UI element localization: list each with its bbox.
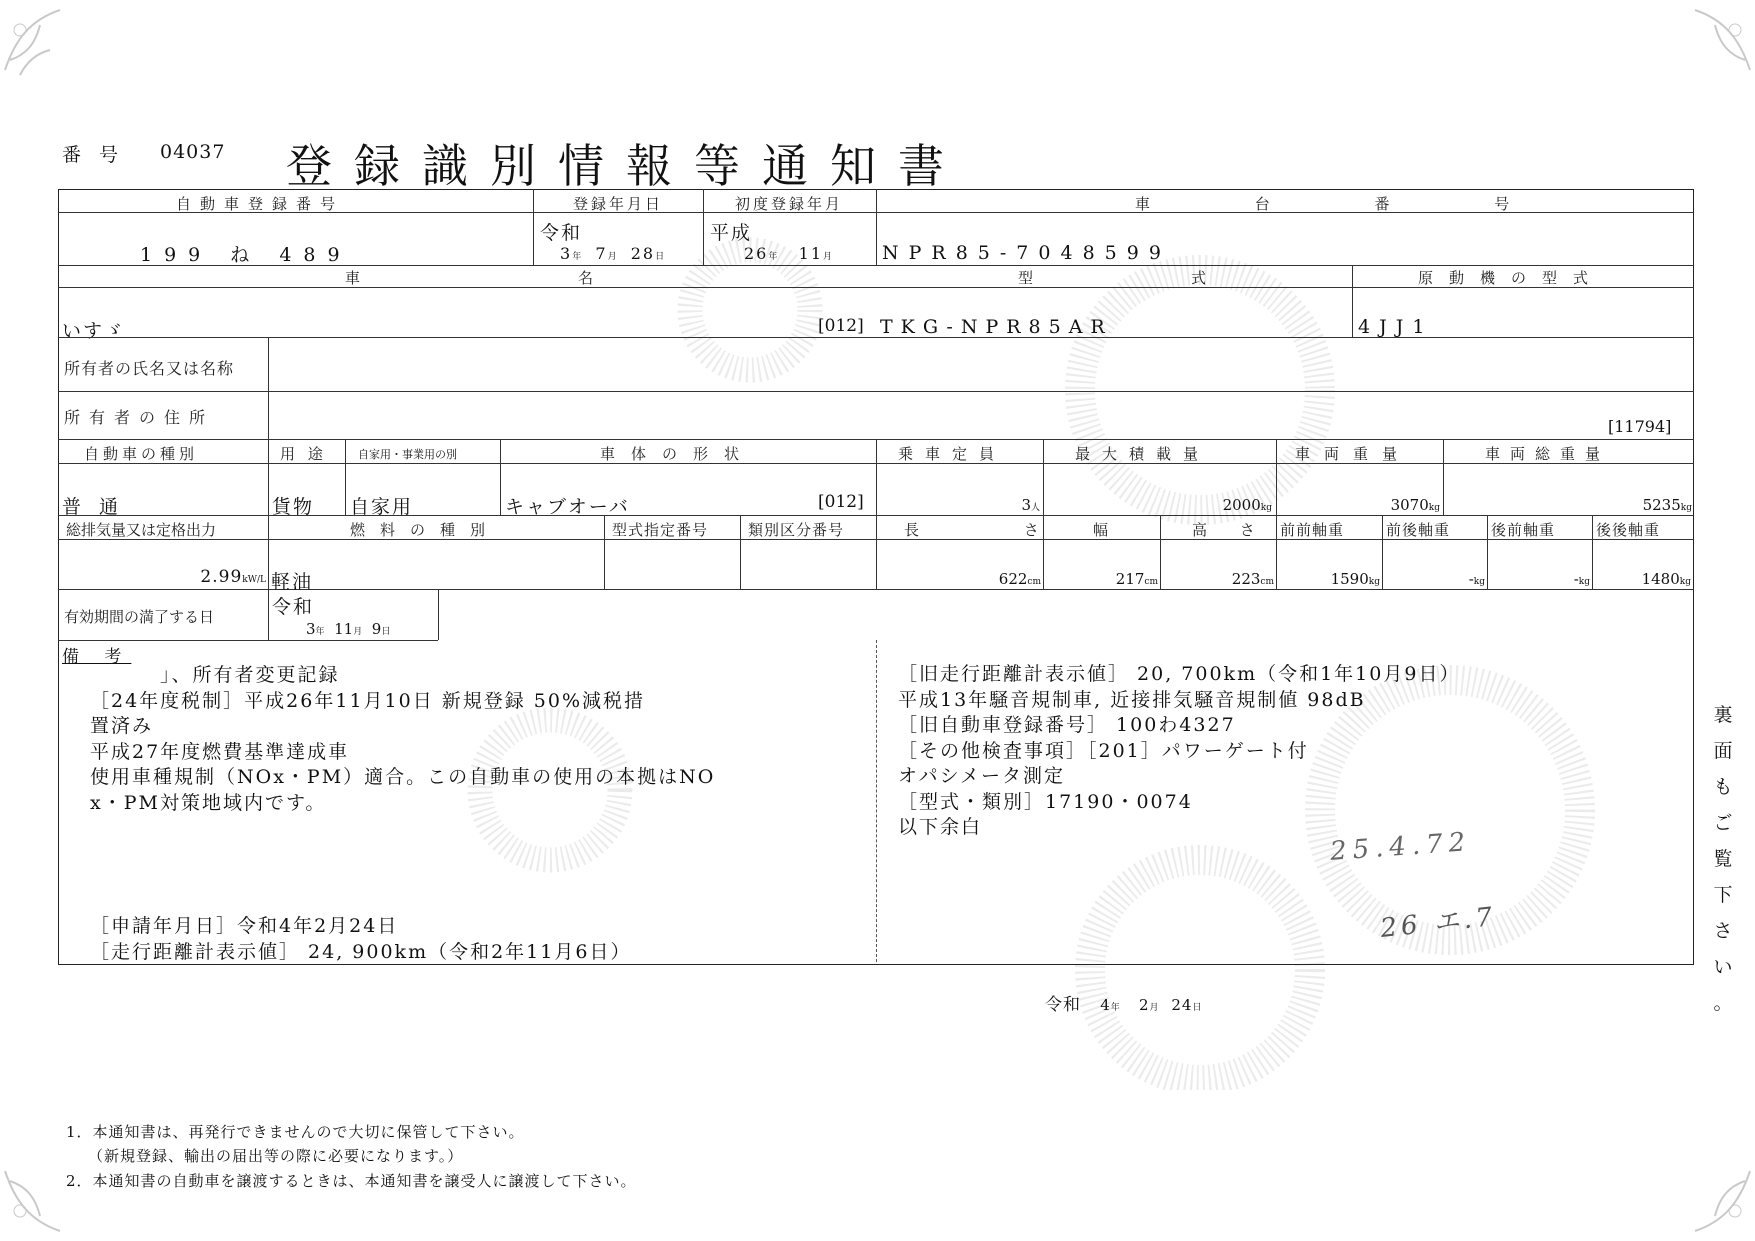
rf-axle-value	[1493, 570, 1590, 588]
length-number: 622	[998, 570, 1028, 588]
ff-axle-label: 前前軸重	[1280, 521, 1345, 539]
rr-axle-number: 1480	[1641, 570, 1680, 588]
remarks-divider	[876, 640, 877, 962]
capacity-value	[960, 496, 1040, 514]
width-number: 217	[1115, 570, 1145, 588]
reg-date-month: 7	[595, 244, 608, 263]
fr-axle-number: -	[1468, 570, 1474, 588]
displacement-value	[150, 567, 266, 587]
corner-ornament-bottom-right	[1665, 1161, 1755, 1241]
remarks-left-line: ［24年度税制］平成26年11月10日 新規登録 50%減税措	[90, 689, 646, 712]
remarks-right-line: 平成13年騒音規制車, 近接排気騒音規制値 98dB	[898, 688, 1366, 711]
height-value	[1176, 570, 1274, 588]
side-note-char: 下	[1713, 884, 1733, 906]
first-reg-label: 初度登録年月	[735, 195, 844, 213]
reg-date-value: 3年 7月 28日	[560, 244, 665, 263]
rf-axle-unit: kg	[1578, 577, 1590, 587]
vehicle-weight-label: 車両重量	[1295, 445, 1412, 463]
vehicle-weight-number: 3070	[1390, 496, 1429, 514]
side-note-char: い	[1713, 956, 1733, 978]
car-name-label-2: 名	[578, 269, 603, 287]
body-shape-label: 車体の形状	[600, 445, 756, 463]
expiry-day-unit: 日	[381, 627, 391, 637]
fr-axle-label: 前後軸重	[1386, 521, 1451, 539]
height-number: 223	[1231, 570, 1261, 588]
car-type-label-2: 式	[1191, 269, 1216, 287]
gross-weight-label: 車両総重量	[1485, 445, 1611, 463]
ff-axle-number: 1590	[1330, 570, 1369, 588]
capacity-number: 3	[1021, 496, 1031, 514]
gross-weight-number: 5235	[1642, 496, 1681, 514]
issue-date-month-unit: 月	[1149, 1003, 1159, 1013]
car-name-label-1: 車	[345, 269, 370, 287]
capacity-label: 乗車定員	[898, 445, 1007, 463]
owner-name-label: 所有者の氏名又は名称	[64, 359, 235, 378]
chassis-number-label: 車 台 番 号	[1135, 195, 1560, 213]
gross-weight-unit: kg	[1680, 503, 1692, 513]
category-number-label: 類別区分番号	[748, 521, 845, 539]
application-date-line: ［申請年月日］令和4年2月24日	[90, 915, 399, 937]
type-designation-label: 型式指定番号	[612, 521, 709, 539]
vehicle-weight-unit: kg	[1428, 503, 1440, 513]
expiry-year-unit: 年	[315, 627, 325, 637]
engine-type-label: 原動機の型式	[1418, 269, 1605, 287]
issue-date-year-unit: 年	[1110, 1003, 1120, 1013]
max-load-label: 最大積載量	[1075, 445, 1211, 463]
footnote-1-sub: （新規登録、輸出の届出等の際に必要になります。）	[88, 1147, 464, 1165]
first-reg-value: 26年 11月	[744, 244, 833, 263]
remarks-left-line: 置済み	[90, 715, 154, 737]
footnote-2: 2．本通知書の自動車を譲渡するときは、本通知書を譲受人に譲渡して下さい。	[66, 1172, 637, 1190]
issue-date	[1045, 990, 1201, 1015]
use-label: 用 途	[280, 445, 327, 463]
number-label: 番 号	[62, 144, 125, 166]
side-note-char: 裏	[1713, 704, 1733, 726]
remarks-right-line: ［旧自動車登録番号］ 100わ4327	[898, 714, 1236, 736]
expiry-year: 3	[306, 620, 316, 638]
remarks-left-block	[90, 663, 870, 816]
remarks-left-line: 平成27年度燃費基準達成車	[90, 740, 350, 763]
reg-date-day: 28	[630, 244, 656, 263]
private-business-value: 自家用	[350, 496, 414, 518]
side-note-char: 面	[1713, 740, 1733, 762]
body-shape-code: [012]	[818, 492, 864, 512]
remarks-right-block	[898, 662, 1688, 841]
handwritten-note-2: 26 エ.7	[1379, 901, 1498, 944]
issue-date-month: 2	[1139, 996, 1150, 1014]
chassis-number-value: NPR85-7048599	[882, 242, 1171, 264]
owner-address-code: [11794]	[1608, 417, 1672, 436]
issue-date-era: 令和	[1045, 995, 1081, 1015]
rr-axle-value	[1598, 570, 1691, 588]
first-reg-era: 平成	[710, 222, 753, 244]
corner-ornament-top-left	[0, 0, 90, 80]
body-shape-value: キャブオーバ	[505, 496, 630, 518]
car-model-code: [012]	[818, 316, 864, 336]
width-unit: cm	[1144, 577, 1158, 587]
remarks-left-line: x・PM対策地域内です。	[90, 791, 327, 814]
issue-date-year: 4	[1100, 996, 1111, 1014]
remarks-left-bottom	[90, 914, 870, 965]
expiry-date	[306, 620, 390, 638]
first-reg-year: 26	[744, 244, 769, 263]
expiry-month: 11	[334, 620, 354, 638]
remarks-right-line: ［その他検査事項］［201］パワーゲート付	[898, 739, 1309, 762]
remarks-label: 備 考	[62, 647, 132, 667]
max-load-unit: kg	[1260, 503, 1272, 513]
side-note-vertical	[1711, 697, 1735, 1021]
length-unit: cm	[1027, 577, 1041, 587]
gross-weight-value	[1500, 496, 1692, 514]
rf-axle-number: -	[1573, 570, 1579, 588]
rr-axle-unit: kg	[1679, 577, 1691, 587]
reg-date-era: 令和	[540, 222, 583, 244]
remarks-left-line: 」、所有者変更記録	[160, 664, 340, 686]
reg-date-year: 3	[560, 244, 573, 263]
ff-axle-value	[1284, 570, 1380, 588]
fr-axle-unit: kg	[1473, 577, 1485, 587]
rr-axle-label: 後後軸重	[1596, 521, 1661, 539]
fuel-type-value: 軽油	[271, 571, 314, 593]
width-label: 幅	[1093, 521, 1118, 539]
car-type-value: TKG-NPR85AR	[880, 316, 1113, 338]
vehicle-weight-value	[1300, 496, 1440, 514]
expiry-era: 令和	[272, 596, 315, 618]
reg-date-label: 登録年月日	[573, 195, 664, 213]
remarks-right-line: ［型式・類別］17190・0074	[898, 790, 1193, 813]
use-value: 貨物	[272, 496, 315, 518]
side-note-char: さ	[1713, 920, 1733, 942]
remarks-right-line: ［旧走行距離計表示値］ 20, 700km（令和1年10月9日）	[898, 663, 1461, 685]
car-type-label-1: 型	[1018, 269, 1043, 287]
fr-axle-value	[1388, 570, 1485, 588]
owner-address-label: 所有者の住所	[64, 408, 215, 427]
vehicle-kind-value: 普 通	[62, 496, 125, 518]
document-title: 登録識別情報等通知書	[286, 139, 966, 193]
side-note-char: ご	[1713, 812, 1733, 834]
expiry-month-unit: 月	[353, 627, 363, 637]
odometer-line: ［走行距離計表示値］ 24, 900km（令和2年11月6日）	[90, 940, 632, 963]
vehicle-kind-label: 自動車の種別	[84, 445, 199, 463]
expiry-label: 有効期間の満了する日	[64, 608, 215, 626]
private-business-label: 自家用・事業用の別	[358, 448, 457, 461]
remarks-right-line: オパシメータ測定	[898, 765, 1066, 787]
first-reg-month: 11	[798, 244, 823, 263]
length-value	[920, 570, 1041, 588]
number-value: 04037	[160, 141, 226, 163]
footnote-1: 1．本通知書は、再発行できませんので大切に保管して下さい。	[66, 1123, 525, 1141]
issue-date-day: 24	[1171, 996, 1193, 1014]
side-note-char: 覧	[1713, 848, 1733, 870]
remarks-right-line: 以下余白	[898, 816, 983, 838]
ff-axle-unit: kg	[1368, 577, 1380, 587]
engine-type-value: 4JJ1	[1358, 316, 1434, 338]
remarks-left-line: 使用車種規制（NOx・PM）適合。この自動車の使用の本拠はNO	[90, 766, 716, 788]
side-note-char: 。	[1713, 992, 1733, 1014]
height-label: 高 さ	[1192, 521, 1269, 539]
fuel-type-label: 燃料の種別	[350, 521, 501, 539]
rf-axle-label: 後前軸重	[1491, 521, 1556, 539]
displacement-number: 2.99	[200, 567, 243, 587]
width-value	[1060, 570, 1158, 588]
height-unit: cm	[1260, 577, 1274, 587]
issue-date-day-unit: 日	[1192, 1003, 1202, 1013]
displacement-label: 総排気量又は定格出力	[66, 521, 217, 539]
handwritten-note-1: 25.4.72	[1329, 827, 1473, 867]
side-note-char: も	[1713, 776, 1733, 798]
displacement-unit: kW/L	[242, 575, 266, 585]
corner-ornament-top-right	[1665, 0, 1755, 80]
reg-number-label: 自動車登録番号	[176, 195, 345, 213]
expiry-day: 9	[371, 620, 382, 638]
max-load-number: 2000	[1222, 496, 1261, 514]
car-name-value: いすゞ	[62, 320, 126, 342]
length-label: 長 さ	[904, 521, 1089, 539]
max-load-value	[1150, 496, 1272, 514]
capacity-unit: 人	[1030, 503, 1040, 513]
reg-number-value: 199 ね 489	[140, 244, 352, 266]
